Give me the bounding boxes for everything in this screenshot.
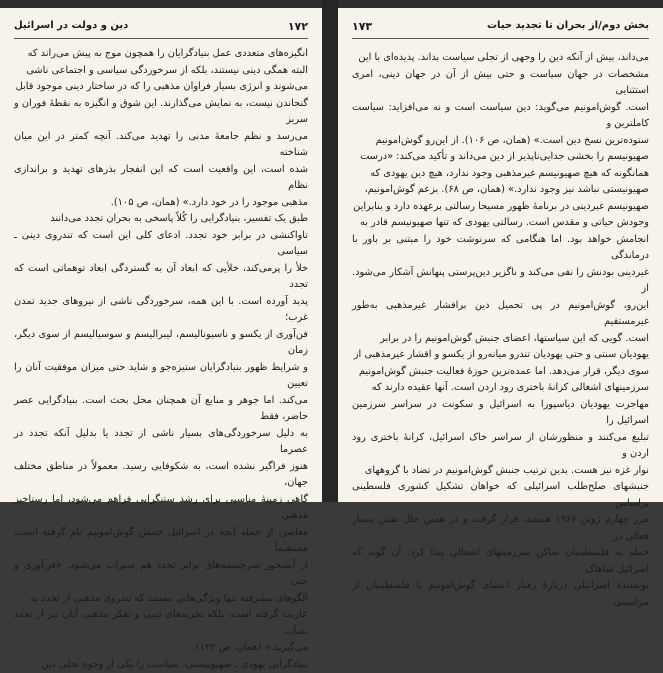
- left-page-header: [14, 18, 308, 39]
- left-page-text: انگیزه‌های متعددی عمل بنیادگرایان را همچون موج به پیش می‌راند که البته همگی دینی نیستند، بلکه از سرخوردگی سیاسی و اجتماعی ناشی می‌شوند و انرژی بسیار فراوان مذهبی را که در ساختار دینی موجود قابل گنجاندن نیست، به نمایش می‌گذارند. این شوق و انگیزه به نقطهٔ فوران و سریز می‌رسد و نظم جامعهٔ مدنی را تهدید می‌کند. آنچه کمتر در این میان شناخته شده است، این واقعیت است که این انفجار بذرهای تهدید و براندازی نظام مذهبی موجود را در خود دارد.» (همان، ص ۱۰۵). طبق یک تفسیر، بنیادگرایی را کُلاً پاسخی به بحران تجدد می‌دانند تاواکنشی در برابر خود تجدد. ادعای کلی این است که تندروی دینی ـ سیاسی خلأ را پرمی‌کند، خلأیی که ابعاد آن به گستردگی ابعاد توهماتی است که تجدد پدید آورده است. با این همه، سرخوردگی ناشی از نیروهای جدید تمدن غرب؛ فن‌آوری از یکسو و ناسیونالیسم، لیبرالیسم و سوسیالیسم از سوی دیگر، زمان و شرایط ظهور بنیادگرایان ستیزه‌جو و شاید حتی میزان موفقیت آنان را تعیین می‌کند. اما جوهر و منابع آن همچنان محل بحث است. بنیادگرایی عصر حاضر، فقط به دلیل سرخوردگی‌های بسیار ناشی از تجدد یا بدلیل آنکه تجدد در عصرما هنوز فراگیر نشده است، به شکوفایی رسید. معمولاً در مناطق مختلف جهان، گاهی زمینهٔ مناسبی برای رشد ستنگرایی فراهم می‌شود، اما رستاخیز مذهبی معاصر، از جمله آنچه در اسرائیل جنبش گوش‌امونیم نام گرفته است، مستقیماً از آبشخور سرچشمه‌های برابر تجدد هم سیراب می‌شود. «فن‌آوری و حتی الگوهای پیشرفته تنها ویژگی‌هایی نیستند که تندروی مذهبی از تجدد به عاریت گرفته است، بلکه تجربه‌های دینی و تفکر مذهبی آنان نیز از تجدد نشأت می‌گیرند.» (همان، ص ۱۴۲). بنیادگرایی یهودی ـ صهیونیستی، سیاست را یکی از وجوه تجلی دین: [14, 48, 308, 670]
- right-page: [338, 8, 663, 608]
- left-running-title: دین و دولت در اسرائیل: [14, 20, 129, 31]
- right-running-title: بخش دوم/از بحران تا تجدید حیات: [486, 20, 649, 31]
- right-page-number: ۱۷۳: [352, 20, 373, 33]
- right-page-header: [352, 18, 649, 39]
- left-page-number: ۱۷۲: [287, 20, 308, 33]
- right-page-text: می‌داند، بیش از آنکه دین را وجهی از تجلی سیاست بداند. پدیده‌ای با این مشخصات در جهان سیاست و حتی بیش از آن در جهان دینی، امری استثنایی است. گوش‌امونیم می‌گوید: دین سیاست است و نه می‌افزاید: سیاست کاملترین و ستوده‌ترین نسخ دین است.» (همان، ص ۱۰۶). از این‌رو گوش‌امونیم صهیونیسم را بخشی جدایی‌ناپذیر از دین می‌داند و تأکید می‌کند: «درست همانگونه که هیچ صهیونیسم غیرمذهبی وجود ندارد، هیچ دین یهودی که صهیونیستی نباشد نیز وجود ندارد.» (همان، ص ۶۸). بزعم گوش‌امونیم، صهیونیسم غیردینی در برنامهٔ ظهور مسیحا رسالتی برعهده دارد و بنابراین وجودش حیاتی و مقدس است. رسالتی یهودی که تنها صهیونیسم قادر به انجامش خواهد بود. اما هنگامی که سرنوشت خود را مبتنی بر باور با درماندگی غیردینی بودنش را نفی می‌کند و ناگزیر دین‌پرستی پنهانش آشکار می‌شود. از این‌رو، گوش‌امونیم در پی تحمیل دین برافشار غیرمذهبی به‌طور غیرمستقیم است. گویی که این سیاستها، اعضای جنبش گوش‌امونیم را در برابر یهودیان سنتی و حتی یهودیان تندرو میانه‌رو از یکسو و اقشار غیرمذهبی از سوی دیگر، قرار می‌دهد. اما عمده‌ترین حوزهٔ فعالیت جنبش گوش‌امونیم سرزمینهای اشغالی کرانهٔ باختری رود اردن است. آنها عقیده دارند که مهاجرت یهودیان دیاسپورا به اسرائیل و سکونت در سراسر سرزمین اسرائیل را تبلیغ می‌کنند و منظورشان از سراسر خاک اسرائیل، کرانهٔ باختری رود اردن و نوار غزه نیز هست. بدین ترتیب جنبش گوش‌امونیم در تضاد با گروههای جنبشهای صلح‌طلب اسرائیلی که خواهان تشکیل کشوری فلسطینی براساس مرز چهارم ژوئن ۱۹۶۷ هستند، قرار گرفت و در همین حال نقش بسیار فعالی در حمله به فلسطینیان ساکن سرزمینهای اشغالی پیدا کرد. آن گونه که اسرائیل شاهاک نویسندهٔ اسرائیلی دربارهٔ رفتار اعضای گوش‌امونیم با فلسطینیان از مراسمی: [352, 52, 649, 608]
- book-gutter: [322, 0, 338, 502]
- left-page: [0, 8, 322, 670]
